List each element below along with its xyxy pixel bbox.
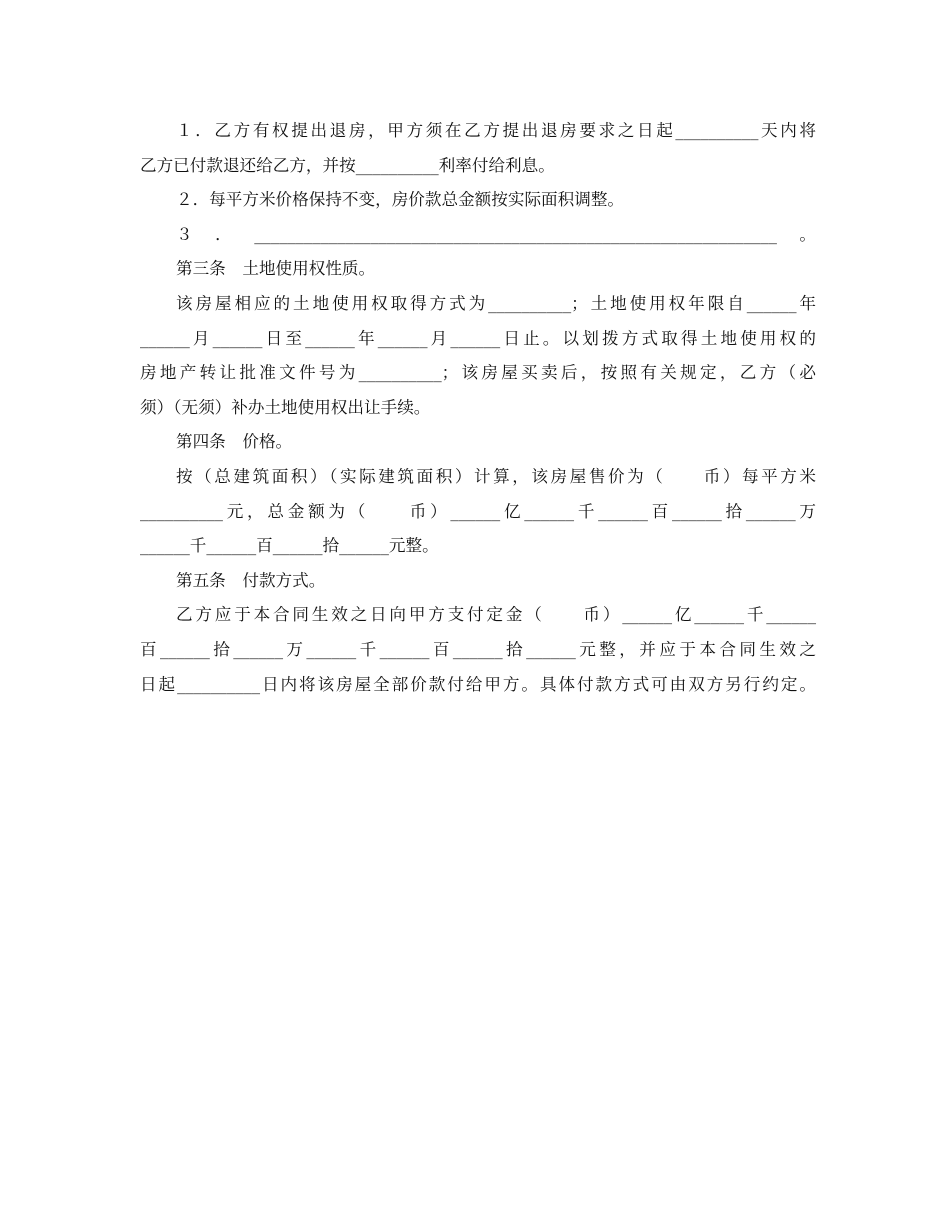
article-3-line-2: ______月______日至______年______月______日止。以划拨方式取得土地使用权的 — [140, 328, 816, 348]
article-5-line-2: 百______拾______万______千______百______拾______元整，并应于本合同生效之 — [140, 639, 816, 659]
contract-page — [140, 114, 816, 702]
article-5-line-3: 日起__________日内将该房屋全部价款付给甲方。具体付款方式可由双方另行约定。 — [140, 674, 816, 694]
article-5-line-1: 乙方应于本合同生效之日向甲方支付定金（ 币）______亿______千______ — [176, 605, 816, 625]
article-4-heading: 第四条 价格。 — [176, 432, 293, 452]
clause-1-line-2: 乙方已付款退还给乙方，并按__________利率付给利息。 — [140, 155, 555, 175]
article-3-line-1: 该房屋相应的土地使用权取得方式为__________；土地使用权年限自______年 — [176, 293, 816, 313]
article-4-line-1: 按（总建筑面积）（实际建筑面积）计算，该房屋售价为（ 币）每平方米 — [176, 466, 816, 486]
article-4-line-3: ______千______百______拾______元整。 — [140, 536, 439, 556]
clause-3-line: ３．_______________________________________________________________。 — [176, 224, 816, 244]
clause-1-line-1: １．乙方有权提出退房，甲方须在乙方提出退房要求之日起__________天内将 — [176, 121, 816, 140]
article-3-line-4: 须）（无须）补办土地使用权出让手续。 — [140, 397, 431, 417]
article-3-line-3: 房地产转让批准文件号为__________；该房屋买卖后，按照有关规定，乙方（必 — [140, 363, 816, 383]
article-4-line-2: __________元，总金额为（ 币）______亿______千______百______拾______万 — [140, 501, 816, 521]
article-3-heading: 第三条 土地使用权性质。 — [176, 259, 376, 279]
article-5-heading: 第五条 付款方式。 — [176, 570, 326, 590]
clause-2-line: ２．每平方米价格保持不变，房价款总金额按实际面积调整。 — [176, 190, 625, 210]
